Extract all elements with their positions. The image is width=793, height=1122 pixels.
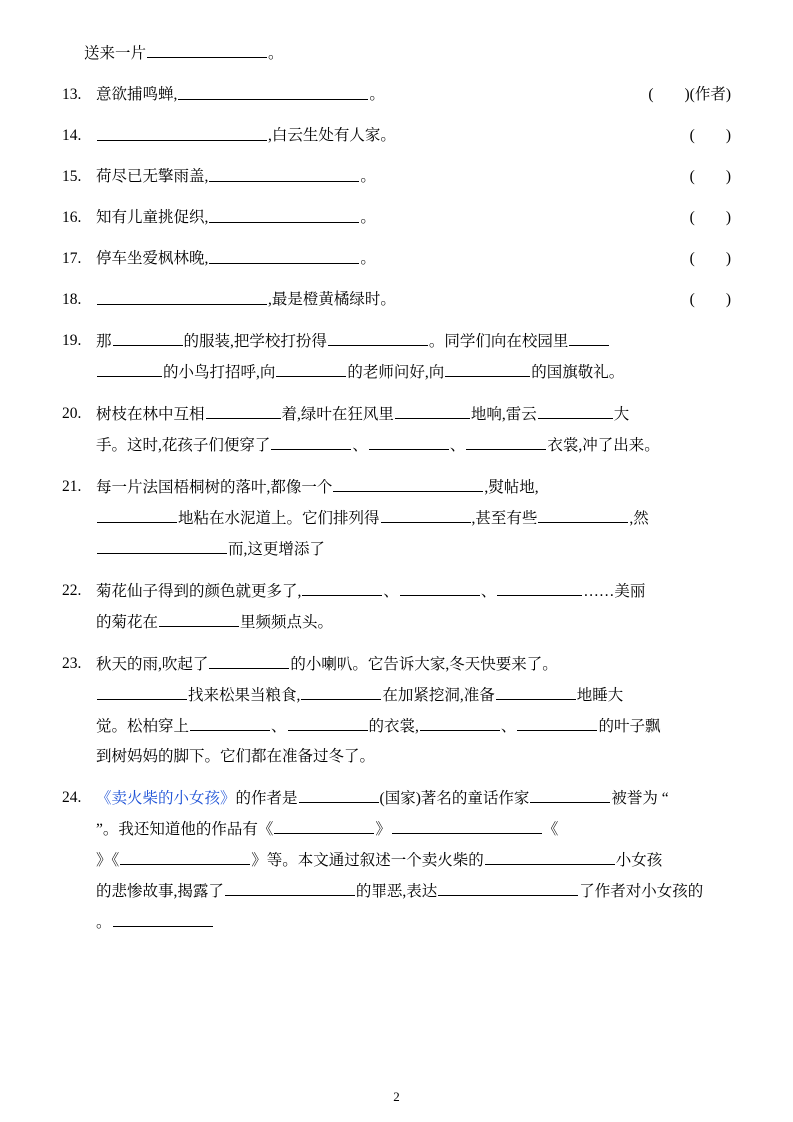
fill-blank[interactable] [97, 503, 177, 523]
segment-text: 地响,雷云 [470, 406, 537, 423]
question-21 [62, 472, 731, 565]
question-number: 15. [62, 168, 82, 185]
answer-paren[interactable]: ( ) [689, 250, 731, 267]
question-13 [62, 80, 731, 110]
question-24 [62, 783, 731, 938]
question-number: 17. [62, 250, 82, 267]
segment-text: 被誉为 “ [611, 790, 669, 807]
segment-text: 》等。本文通过叙述一个卖火柴的 [251, 852, 484, 869]
fill-blank[interactable] [120, 845, 250, 865]
question-text-end: 。 [360, 250, 376, 267]
segment-text: 《 [542, 821, 559, 838]
fill-blank[interactable] [178, 80, 368, 100]
question-body [96, 649, 731, 772]
fill-blank[interactable] [276, 357, 346, 377]
question-text-end: 。 [360, 168, 376, 185]
segment-text: 在加紧挖洞,准备 [382, 687, 495, 704]
book-title: 《卖火柴的小女孩》 [96, 790, 236, 807]
question-20 [62, 399, 731, 461]
segment-text: 大 [613, 406, 630, 423]
fill-blank[interactable] [113, 907, 213, 927]
fill-blank[interactable] [328, 326, 428, 346]
answer-paren[interactable]: ( )(作者) [648, 86, 731, 103]
segment-text: 、 [352, 437, 368, 454]
fill-blank[interactable] [225, 876, 355, 896]
fill-blank[interactable] [147, 38, 267, 58]
question-text-end: 。 [360, 209, 376, 226]
question-text: 荷尽已无擎雨盖, [96, 168, 209, 185]
question-15 [62, 162, 731, 192]
segment-text: 、 [449, 437, 466, 454]
segment-text: 》《 [96, 852, 120, 869]
fill-blank[interactable] [209, 203, 359, 223]
answer-paren[interactable]: ( ) [689, 127, 731, 144]
fill-blank[interactable] [209, 649, 289, 669]
segment-text: 的小鸟打招呼,向 [163, 364, 276, 381]
segment-text: ”。我还知道他的作品有《 [96, 821, 274, 838]
segment-text: 每一片法国梧桐树的落叶,都像一个 [96, 479, 333, 496]
segment-text: 的罪恶,表达 [355, 883, 438, 900]
question-number: 13. [62, 86, 82, 103]
fill-blank[interactable] [517, 711, 597, 731]
question-19 [62, 326, 731, 388]
segment-text: 秋天的雨,吹起了 [96, 656, 209, 673]
question-number: 14. [62, 127, 82, 144]
fill-blank[interactable] [97, 121, 267, 141]
question-17 [62, 244, 731, 274]
question-14 [62, 121, 731, 151]
segment-text: 到树妈妈的脚下。它们都在准备过冬了。 [96, 748, 376, 765]
fill-blank[interactable] [209, 162, 359, 182]
segment-text: 的服装,把学校打扮得 [183, 333, 327, 350]
segment-text: 找来松果当粮食, [188, 687, 301, 704]
question-number: 23. [62, 655, 82, 672]
segment-text: ,然 [629, 510, 649, 527]
segment-text: (国家)著名的童话作家 [379, 790, 530, 807]
segment-text: 了作者对小女孩的 [579, 883, 704, 900]
fill-blank[interactable] [538, 399, 613, 419]
fill-blank[interactable] [97, 680, 187, 700]
fill-blank[interactable] [301, 680, 381, 700]
segment-text: 的国旗敬礼。 [531, 364, 625, 381]
segment-text: 菊花仙子得到的颜色就更多了, [96, 583, 302, 600]
segment-text: 、 [271, 718, 287, 735]
question-number: 20. [62, 405, 82, 422]
fill-blank[interactable] [530, 783, 610, 803]
fill-blank[interactable] [438, 876, 578, 896]
page-number: 2 [393, 1089, 400, 1104]
question-body [96, 326, 731, 388]
fill-blank[interactable] [569, 326, 609, 346]
segment-text: 、 [500, 718, 517, 735]
segment-text: 的衣裳, [368, 718, 419, 735]
question-body [96, 472, 731, 565]
segment-text: 那 [96, 333, 112, 350]
fill-blank[interactable] [274, 814, 374, 834]
fill-blank[interactable] [392, 814, 542, 834]
segment-text: 的叶子飘 [598, 718, 661, 735]
fill-blank[interactable] [381, 503, 471, 523]
answer-paren[interactable]: ( ) [689, 209, 731, 226]
fill-blank[interactable] [288, 711, 368, 731]
question-body [96, 576, 731, 638]
fill-blank[interactable] [485, 845, 615, 865]
fill-blank[interactable] [400, 576, 480, 596]
question-number: 21. [62, 478, 82, 495]
segment-text: 手。这时,花孩子们便穿了 [96, 437, 271, 454]
segment-text: 着,绿叶在狂风里 [281, 406, 394, 423]
segment-text: 里频频点头。 [240, 614, 334, 631]
continued-text-end: 。 [268, 45, 284, 62]
fill-blank[interactable] [420, 711, 500, 731]
segment-text: ……美丽 [583, 583, 646, 600]
continued-line [62, 38, 731, 69]
fill-blank[interactable] [97, 285, 267, 305]
fill-blank[interactable] [333, 472, 483, 492]
answer-paren[interactable]: ( ) [689, 168, 731, 185]
fill-blank[interactable] [206, 399, 281, 419]
question-16 [62, 203, 731, 233]
segment-text: 树枝在林中互相 [96, 406, 205, 423]
fill-blank[interactable] [299, 783, 379, 803]
segment-text: ,甚至有些 [471, 510, 538, 527]
segment-text: 。同学们向在校园里 [428, 333, 569, 350]
question-text-end: 。 [369, 86, 385, 103]
question-body [96, 783, 731, 938]
segment-text: 地粘在水泥道上。它们排列得 [178, 510, 380, 527]
segment-text: 、 [480, 583, 497, 600]
question-22 [62, 576, 731, 638]
fill-blank[interactable] [113, 326, 183, 346]
continued-text: 送来一片 [84, 45, 147, 62]
fill-blank[interactable] [209, 244, 359, 264]
fill-blank[interactable] [538, 503, 628, 523]
segment-text: 衣裳,冲了出来。 [547, 437, 660, 454]
fill-blank[interactable] [395, 399, 470, 419]
segment-text: 的悲惨故事,揭露了 [96, 883, 224, 900]
question-text-end: ,白云生处有人家。 [268, 127, 396, 144]
question-number: 24. [62, 789, 82, 806]
segment-text: 小女孩 [615, 852, 663, 869]
segment-text: 而,这更增添了 [228, 541, 325, 558]
question-text-end: ,最是橙黄橘绿时。 [268, 291, 396, 308]
fill-blank[interactable] [302, 576, 382, 596]
question-text: 知有儿童挑促织, [96, 209, 209, 226]
segment-text: 觉。松柏穿上 [96, 718, 190, 735]
segment-text: 。 [96, 914, 112, 931]
segment-text: 》 [375, 821, 391, 838]
fill-blank[interactable] [271, 430, 351, 450]
segment-text: 、 [383, 583, 399, 600]
fill-blank[interactable] [369, 430, 449, 450]
question-18 [62, 285, 731, 315]
fill-blank[interactable] [496, 680, 576, 700]
question-23 [62, 649, 731, 772]
segment-text: 的作者是 [235, 790, 298, 807]
fill-blank[interactable] [190, 711, 270, 731]
question-number: 16. [62, 209, 82, 226]
fill-blank[interactable] [466, 430, 546, 450]
question-text: 停车坐爱枫林晚, [96, 250, 209, 267]
question-text: 意欲捕鸣蝉, [96, 86, 178, 103]
fill-blank[interactable] [97, 357, 162, 377]
fill-blank[interactable] [97, 534, 227, 554]
question-body [96, 399, 731, 461]
segment-text: ,熨帖地, [484, 479, 539, 496]
segment-text: 地睡大 [576, 687, 624, 704]
question-number: 18. [62, 291, 82, 308]
segment-text: 的老师问好,向 [347, 364, 445, 381]
fill-blank[interactable] [497, 576, 582, 596]
segment-text: 的小喇叭。它告诉大家,冬天快要来了。 [290, 656, 558, 673]
segment-text: 的菊花在 [96, 614, 159, 631]
fill-blank[interactable] [159, 607, 239, 627]
question-number: 22. [62, 582, 82, 599]
fill-blank[interactable] [445, 357, 530, 377]
question-number: 19. [62, 332, 82, 349]
answer-paren[interactable]: ( ) [689, 291, 731, 308]
